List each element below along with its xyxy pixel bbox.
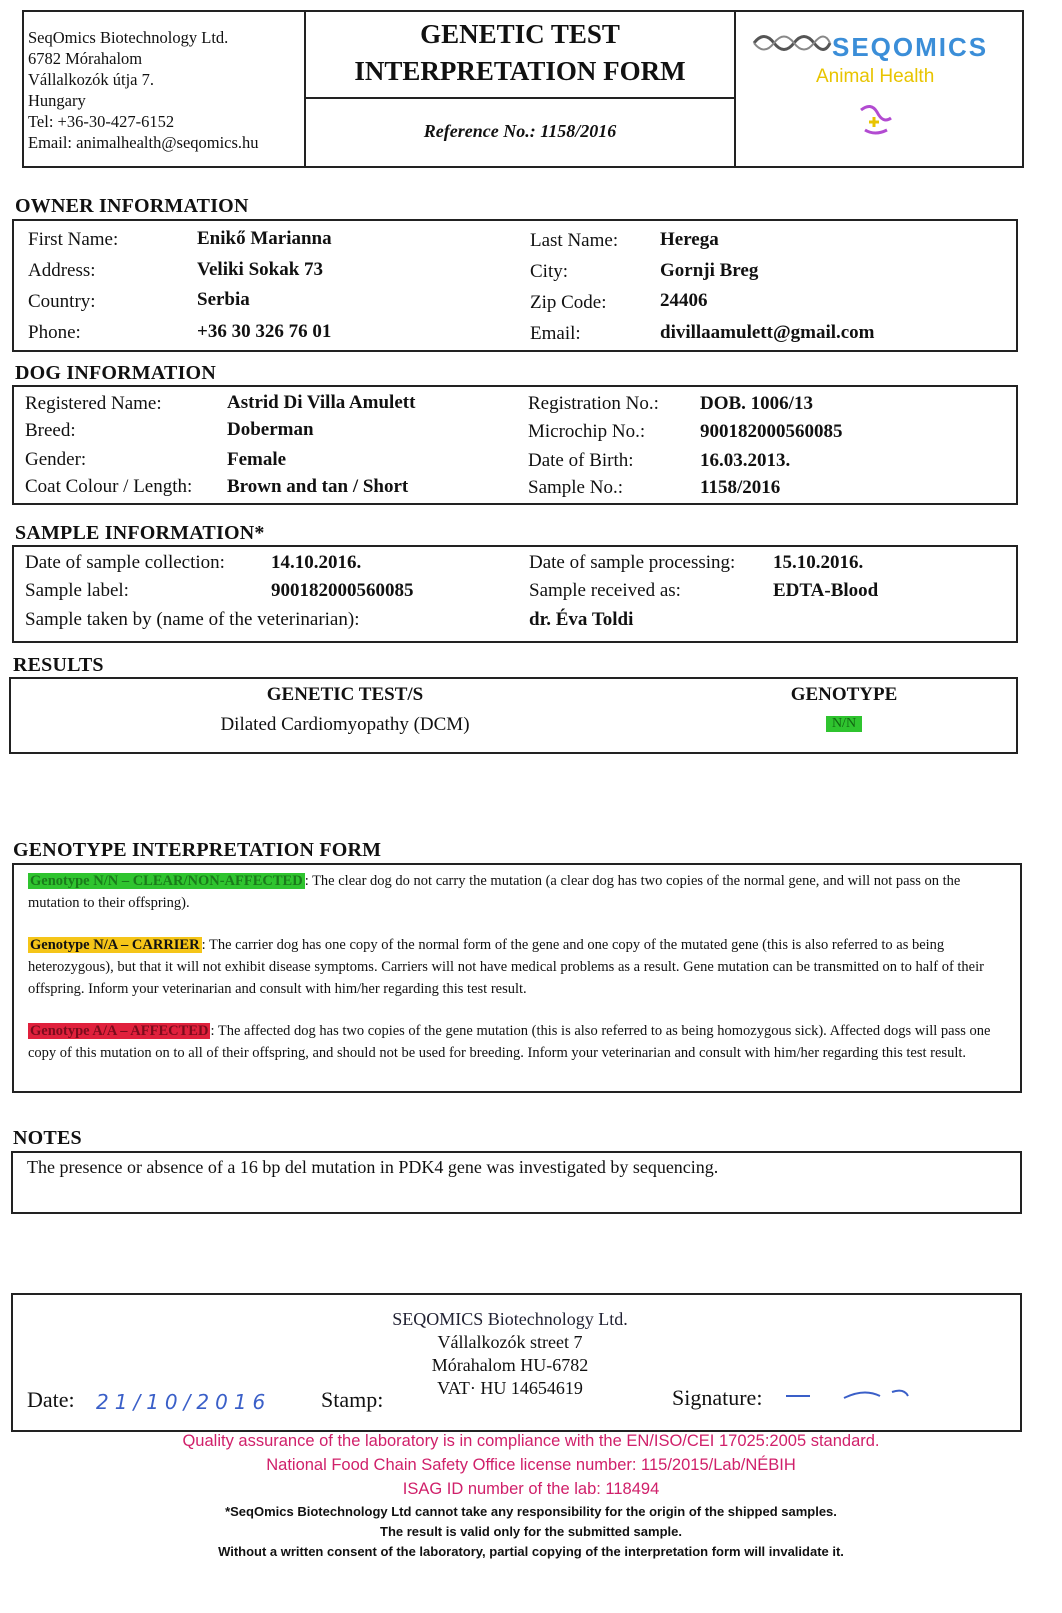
sample-label: Sample taken by (name of the veterinarian): [25, 609, 360, 630]
genotype-tag-carrier: Genotype N/A – CARRIER [30, 937, 200, 953]
reference-number: Reference No.: 1158/2016 [423, 121, 617, 141]
header-divider-2 [734, 10, 736, 168]
quality-line: National Food Chain Safety Office license number: 115/2015/Lab/NÉBIH [266, 1456, 796, 1474]
owner-label: Zip Code: [530, 292, 607, 313]
sample-label: Sample received as: [529, 580, 681, 601]
results-col-test: GENETIC TEST/S [266, 684, 424, 705]
sample-value: EDTA-Blood [773, 580, 879, 601]
sample-value: 15.10.2016. [773, 552, 864, 573]
results-section-title: RESULTS [13, 654, 104, 676]
signature-label: Signature: [672, 1385, 763, 1410]
interpretation-text: : The carrier dog has one copy of the normal form of the gene and one copy of the mutated gene (this is also referred to as being heterozygous), but that it will not exhibit disease symptoms. Carriers will not have medical problems as a result. Gene mutation can be transmitted on to half of their offspring. Inform your veterinarian and consult with him/her regarding this test result. [28, 937, 984, 997]
company-line: Hungary [28, 91, 86, 110]
owner-label: First Name: [28, 229, 119, 250]
owner-label: Last Name: [530, 230, 619, 251]
genotype-tag-clear: Genotype N/N – CLEAR/NON-AFFECTED [30, 873, 303, 889]
signature-scribble [784, 1386, 934, 1406]
company-line: 6782 Mórahalom [28, 49, 143, 68]
genotype-badge: N/N [826, 716, 862, 732]
owner-label: City: [530, 261, 569, 282]
dog-label: Breed: [25, 420, 76, 441]
dog-value: Female [227, 449, 287, 470]
logo-text: SEQOMICS [832, 32, 989, 62]
logo [740, 22, 1022, 152]
dna-helix-icon [752, 28, 832, 58]
owner-value: Enikő Marianna [197, 228, 332, 249]
company-line: SeqOmics Biotechnology Ltd. [28, 28, 229, 47]
dog-value: 16.03.2013. [700, 450, 791, 471]
disclaimer-line: Without a written consent of the laboratory, partial copying of the interpretation form will invalidate it. [218, 1544, 844, 1559]
company-line: Email: animalhealth@seqomics.hu [28, 133, 259, 152]
sample-value: 900182000560085 [271, 580, 414, 601]
form-title [306, 16, 734, 90]
sample-label: Sample label: [25, 580, 129, 601]
stamp-line: VAT· HU 14654619 [437, 1378, 583, 1398]
dog-value: 900182000560085 [700, 421, 843, 442]
owner-value: Veliki Sokak 73 [197, 259, 324, 280]
date-label: Date: [27, 1387, 75, 1412]
owner-value: Serbia [197, 289, 250, 310]
interpretation-section-title: GENOTYPE INTERPRETATION FORM [13, 839, 382, 861]
owner-value: Gornji Breg [660, 260, 759, 281]
sample-value: 14.10.2016. [271, 552, 362, 573]
dog-label: Sample No.: [528, 477, 623, 498]
dog-value: Brown and tan / Short [227, 476, 409, 497]
interpretation-text: : The clear dog do not carry the mutation (a clear dog has two copies of the normal gene, and will not pass on the mutation to their offspring). [28, 873, 961, 911]
owner-value: Herega [660, 229, 719, 250]
dog-label: Registration No.: [528, 393, 659, 414]
sample-value: dr. Éva Toldi [529, 609, 634, 630]
notes-section-title: NOTES [13, 1127, 82, 1149]
interpretation-item-affected [28, 1020, 1010, 1064]
dog-label: Date of Birth: [528, 450, 634, 471]
company-address [28, 27, 303, 153]
test-name: Dilated Cardiomyopathy (DCM) [220, 714, 470, 735]
dog-label: Coat Colour / Length: [25, 476, 193, 497]
stamp-line: Mórahalom HU-6782 [431, 1355, 589, 1375]
genotype-tag-affected: Genotype A/A – AFFECTED [30, 1023, 209, 1039]
owner-label: Email: [530, 323, 581, 344]
notes-text: The presence or absence of a 16 bp del mutation in PDK4 gene was investigated by sequencing. [27, 1157, 719, 1177]
disclaimer-line: The result is valid only for the submitted sample. [380, 1524, 682, 1539]
dog-label: Registered Name: [25, 393, 162, 414]
company-line: Vállalkozók útja 7. [28, 70, 155, 89]
form-title-line2: INTERPRETATION FORM [354, 56, 686, 86]
interpretation-item-carrier [28, 934, 1010, 1000]
owner-section-title: OWNER INFORMATION [15, 195, 249, 217]
dog-value: Astrid Di Villa Amulett [227, 392, 416, 413]
owner-label: Phone: [28, 322, 81, 343]
owner-value: divillaamulett@gmail.com [660, 322, 875, 343]
owner-label: Country: [28, 291, 96, 312]
interpretation-text: : The affected dog has two copies of the gene mutation (this is also referred to as being homozygous sick). Affected dogs will pass one copy of this mutation on to all of their offspring, and should not be used for breeding. Inform your veterinarian and consult with him/her regarding this test result. [28, 1023, 991, 1061]
interpretation-item-clear [28, 870, 1010, 914]
handwritten-date: 21/10/2016 [96, 1390, 272, 1414]
owner-value: +36 30 326 76 01 [197, 321, 332, 342]
interpretation-list [28, 870, 1010, 1064]
company-line: Tel: +36-30-427-6152 [28, 112, 175, 131]
animal-cross-icon [855, 100, 899, 140]
dog-value: DOB. 1006/13 [700, 393, 813, 414]
sample-label: Date of sample collection: [25, 552, 225, 573]
quality-line: ISAG ID number of the lab: 118494 [402, 1480, 660, 1498]
stamp-line: Vállalkozók street 7 [437, 1332, 583, 1352]
results-col-genotype: GENOTYPE [790, 684, 898, 705]
dog-value: 1158/2016 [700, 477, 781, 498]
dog-section-title: DOG INFORMATION [15, 362, 216, 384]
dog-label: Gender: [25, 449, 87, 470]
sample-section-title: SAMPLE INFORMATION* [15, 522, 265, 544]
quality-line: Quality assurance of the laboratory is in compliance with the EN/ISO/CEI 17025:2005 standard. [182, 1432, 880, 1450]
stamp-label: Stamp: [321, 1387, 384, 1412]
header-divider-h [304, 97, 736, 99]
dog-value: Doberman [227, 419, 314, 440]
company-stamp [330, 1308, 690, 1400]
form-title-line1: GENETIC TEST [420, 19, 620, 49]
owner-label: Address: [28, 260, 96, 281]
stamp-line: SEQOMICS Biotechnology Ltd. [392, 1309, 628, 1329]
logo-subtitle: Animal Health [816, 66, 935, 87]
owner-value: 24406 [660, 290, 708, 311]
sample-label: Date of sample processing: [529, 552, 736, 573]
dog-label: Microchip No.: [528, 421, 646, 442]
disclaimer-line: *SeqOmics Biotechnology Ltd cannot take any responsibility for the origin of the shipped samples. [225, 1504, 837, 1519]
